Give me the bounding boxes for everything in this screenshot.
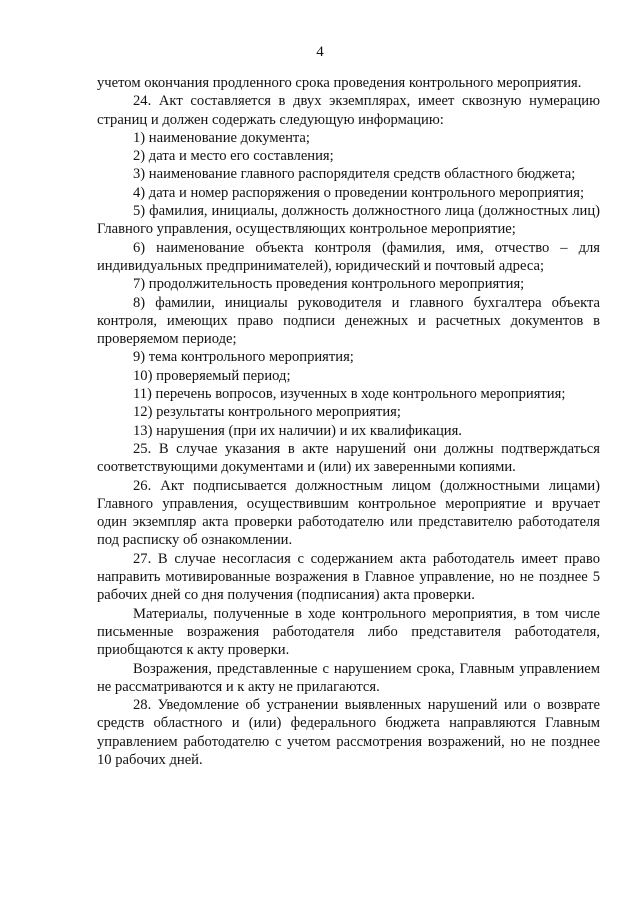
paragraph: 26. Акт подписывается должностным лицом (должностными лицами) Главного управления, осуществившим контрольное мероприятие и вручает один экземпляр акта проверки работодателю или представителю работодателя под расписку об ознакомлении. — [97, 477, 600, 549]
paragraph: 10) проверяемый период; — [133, 367, 291, 384]
paragraph: 4) дата и номер распоряжения о проведении контрольного мероприятия; — [133, 184, 585, 201]
paragraph: 11) перечень вопросов, изученных в ходе контрольного мероприятия; — [133, 386, 566, 403]
paragraph: 3) наименование главного распорядителя средств областного бюджета; — [133, 166, 576, 183]
paragraph: 1) наименование документа; — [133, 129, 310, 146]
paragraph: 13) нарушения (при их наличии) и их квалификация. — [133, 422, 462, 439]
paragraph: 8) фамилии, инициалы руководителя и главного бухгалтера объекта контроля, имеющих право подписи денежных и расчетных документов в проверяемом периоде; — [97, 294, 600, 348]
paragraph: 27. В случае несогласия с содержанием акта работодатель имеет право направить мотивированные возражения в Главное управление, но не позднее 5 рабочих дней со дня получения (подписания) акта проверки. — [97, 550, 600, 604]
paragraph: Материалы, полученные в ходе контрольного мероприятия, в том числе письменные возражения работодателя либо представителя работодателя, приобщаются к акту проверки. — [97, 605, 600, 659]
paragraph: 12) результаты контрольного мероприятия; — [133, 404, 401, 421]
page-number: 4 — [316, 44, 324, 60]
paragraph: 7) продолжительность проведения контрольного мероприятия; — [133, 276, 525, 293]
paragraph: 6) наименование объекта контроля (фамилия, имя, отчество – для индивидуальных предпринимателей), юридический и почтовый адреса; — [97, 239, 600, 274]
paragraph: 24. Акт составляется в двух экземплярах, имеет сквозную нумерацию страниц и должен содержать следующую информацию: — [97, 93, 600, 128]
paragraph: 25. В случае указания в акте нарушений они должны подтверждаться соответствующими документами и (или) их заверенными копиями. — [97, 440, 600, 476]
document-body — [97, 74, 600, 769]
paragraph: Возражения, представленные с нарушением срока, Главным управлением не рассматриваются и к акту не прилагаются. — [97, 660, 600, 695]
paragraph: 2) дата и место его составления; — [133, 148, 334, 165]
paragraph: 9) тема контрольного мероприятия; — [133, 349, 354, 366]
paragraph: учетом окончания продленного срока проведения контрольного мероприятия. — [97, 75, 582, 91]
paragraph: 28. Уведомление об устранении выявленных нарушений или о возврате средств областного и (или) федерального бюджета направляются Главным управлением работодателю с учетом рассмотрения возражений, но не позднее 10 рабочих дней. — [97, 697, 600, 768]
paragraph: 5) фамилия, инициалы, должность должностного лица (должностных лиц) Главного управления, осуществляющих контрольное мероприятие; — [97, 203, 600, 238]
